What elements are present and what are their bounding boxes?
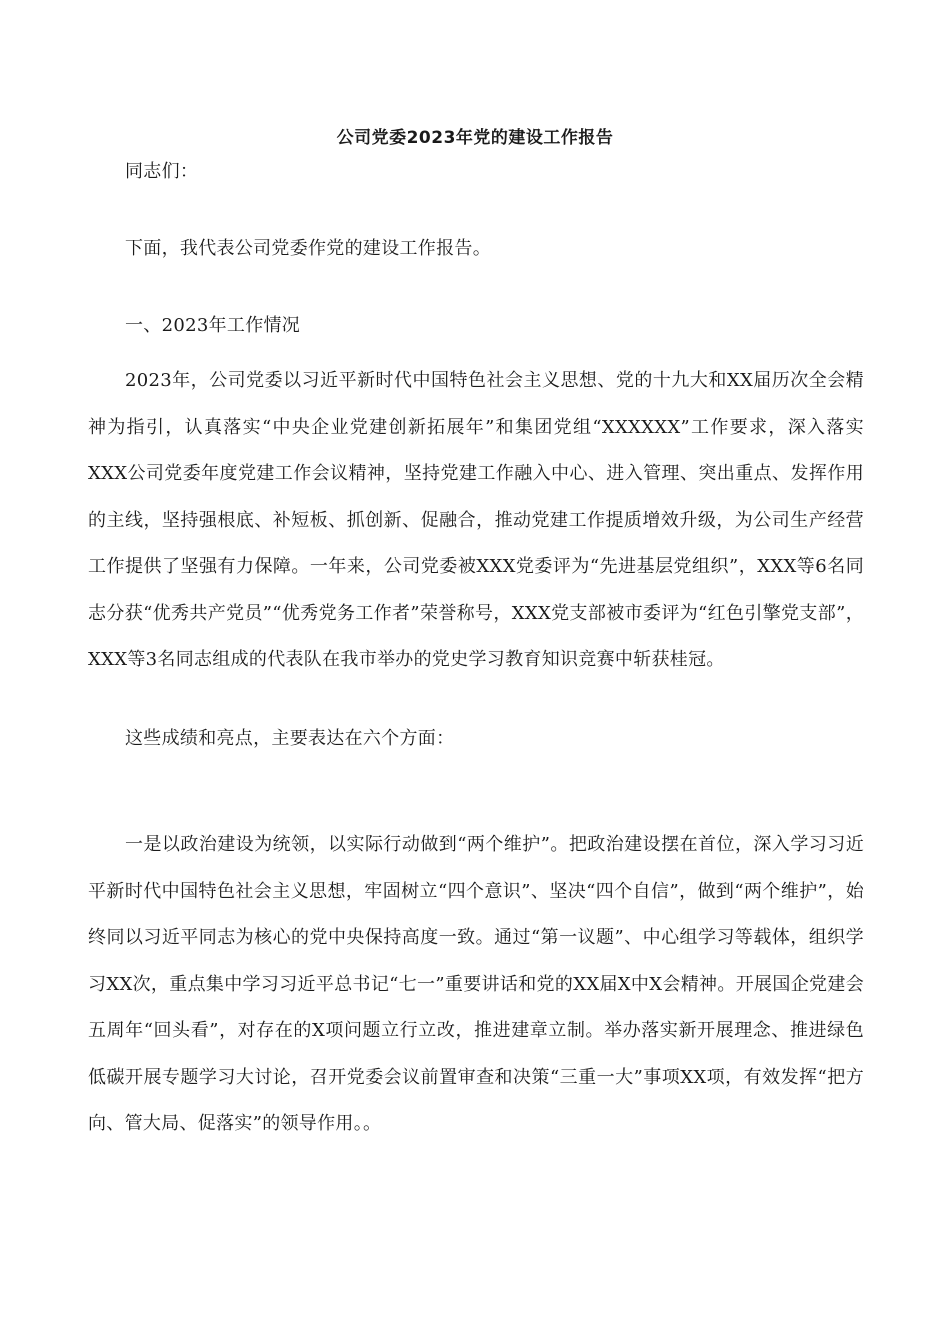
body-paragraph-2: 这些成绩和亮点，主要表达在六个方面：	[125, 728, 455, 749]
document-title: 公司党委2023年党的建设工作报告	[336, 128, 614, 148]
section-heading: 一、2023年工作情况	[125, 315, 301, 336]
intro-paragraph: 下面，我代表公司党委作党的建设工作报告。	[125, 238, 491, 259]
body-paragraph-3: 一是以政治建设为统领，以实际行动做到“两个维护”。把政治建设摆在首位，深入学习习近平新时代中国特色社会主义思想，牢固树立“四个意识”、坚决“四个自信”，做到“两个维护”，始终同以习近平同志为核心的党中央保持高度一致。通过“第一议题”、中心组学习等载体，组织学习XX次，重点集中学习习近平总书记“七一”重要讲话和党的XX届X中X会精神。开展国企党建会五周年“回头看”，对存在的X项问题立行立改，推进建章立制。举办落实新开展理念、推进绿色低碳开展专题学习大讨论，召开党委会议前置审查和决策“三重一大”事项XX项，有效发挥“把方向、管大局、促落实”的领导作用。。	[88, 834, 864, 1134]
greeting-paragraph: 同志们：	[125, 161, 199, 182]
body-paragraph-1: 2023年，公司党委以习近平新时代中国特色社会主义思想、党的十九大和XX届历次全会精神为指引，认真落实“中央企业党建创新拓展年”和集团党组“XXXXXX”工作要求，深入落实XXX公司党委年度党建工作会议精神，坚持党建工作融入中心、进入管理、突出重点、发挥作用的主线，坚持强根底、补短板、抓创新、促融合，推动党建工作提质增效升级，为公司生产经营工作提供了坚强有力保障。一年来，公司党委被XXX党委评为“先进基层党组织”，XXX等6名同志分获“优秀共产党员”“优秀党务工作者”荣誉称号，XXX党支部被市委评为“红色引擎党支部”，XXX等3名同志组成的代表队在我市举办的党史学习教育知识竞赛中斩获桂冠。	[88, 370, 864, 670]
